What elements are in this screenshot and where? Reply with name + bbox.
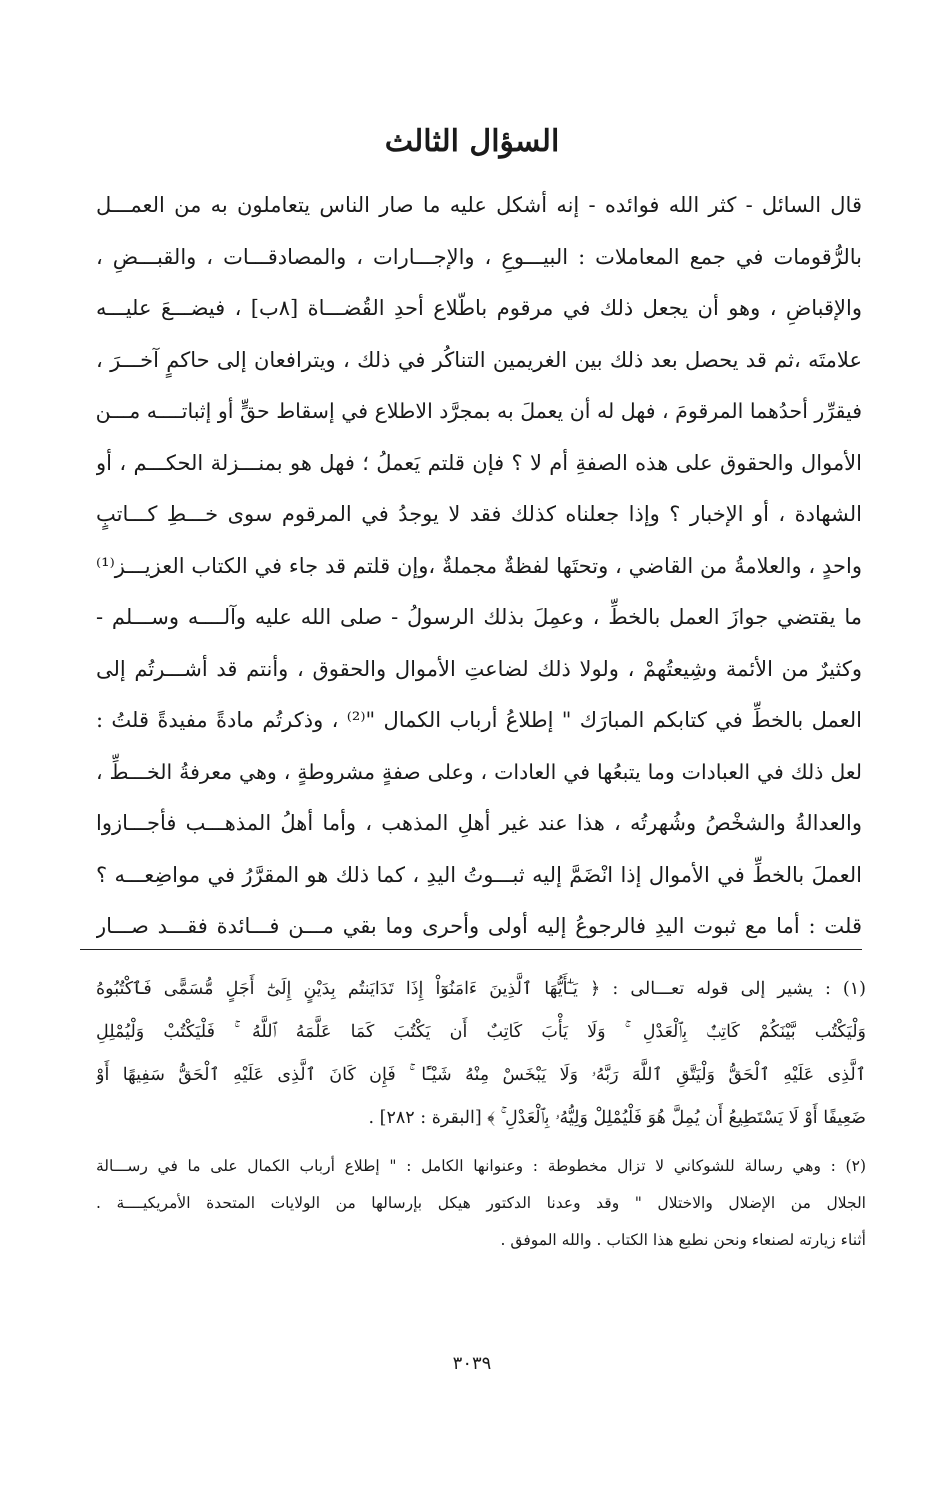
footnote-line: (٢) : وهي رسالة للشوكاني لا تزال مخطوطة : وعنوانها الكامل : " إطلاع أرباب الكمال على ما في رســـالة [96,1157,866,1175]
body-line: فيقرِّر أحدُهما المرقومَ ، فهل له أن يعملَ به بمجرَّد الاطلاع في إسقاط حقٍّ أو إثباتــــه مـــن [96,399,862,423]
body-line: ما يقتضي جوازَ العمل بالخطِّ ، وعمِلَ بذلك الرسولُ - صلى الله عليه وآلــــه وســـلم - [96,605,862,629]
footnote-line: ضَعِيفًا أَوْ لَا يَسْتَطِيعُ أَن يُمِلَّ هُوَ فَلْيُمْلِلْ وَلِيُّهُۥ بِٱلْعَدْلِ ۚ ﴾ [البقرة : ٢٨٢] . [368,1108,866,1128]
body-line: والعدالةُ والشخْصُ وشُهرتُه ، هذا عند غير أهلِ المذهب ، وأما أهلُ المذهـــب فأجـــازوا [96,811,862,835]
footnote-line: أثناء زيارته لصنعاء ونحن نطبع هذا الكتاب . والله الموفق . [500,1231,866,1249]
footnote-1 [96,968,866,1140]
body-line: وكثيرٌ من الأئمة وشِيعتُهمْ ، ولولا ذلك لضاعتِ الأموال والحقوق ، وأنتم قد أشـــرتُم إلى [96,656,862,681]
footnote-line: الجلال من الإضلال والاختلال " وقد وعدنا الدكتور هيكل بإرسالها من الولايات المتحدة الأمريكيــــة . [96,1194,866,1212]
body-line: قال السائل - كثر الله فوائده - إنه أشكل عليه ما صار الناس يتعاملون به من العمـــل [96,193,862,217]
footnote-line: وَلْيَكْتُب بَّيْنَكُمْ كَاتِبٌۢ بِٱلْعَدْلِ ۚ وَلَا يَأْبَ كَاتِبٌ أَن يَكْتُبَ كَمَا عَلَّمَهُ ٱللَّهُ ۚ فَلْيَكْتُبْ وَلْيُمْلِلِ [96,1022,866,1042]
body-line: والإقباضِ ، وهو أن يجعل ذلك في مرقوم باطّلاع أحدِ القُضـــاة [٨ب] ، فيضـــعَ عليـــه [96,296,862,320]
body-line: العملَ بالخطِّ في الأموال إذا انْضَمَّ إليه ثبـــوتُ اليدِ ، كما ذلك هو المقرَّرُ في مواضِعـــه ؟ [96,862,862,887]
body-line: العمل بالخطِّ في كتابكم المبارَك " إطلاعُ أرباب الكمال "⁽²⁾ ، وذكرتُم مادةً مفيدةً قلتُ : [96,708,862,732]
page-number: ٣٠٣٩ [452,1353,492,1374]
body-line: الشهادة ، أو الإخبار ؟ وإذا جعلناه كذلك فقد لا يوجدُ في المرقوم سوى خـــطِ كـــاتبٍ [96,502,862,526]
footnote-line: ٱلَّذِى عَلَيْهِ ٱلْحَقُّ وَلْيَتَّقِ ٱللَّهَ رَبَّهُۥ وَلَا يَبْخَسْ مِنْهُ شَيْـًٔا ۚ فَإِن كَانَ ٱلَّذِى عَلَيْهِ ٱلْحَقُّ سَفِيهًا أَوْ [96,1065,866,1085]
body-line: واحدٍ ، والعلامةُ من القاضي ، وتحتَها لفظةٌ مجملةٌ ،وإن قلتم قد جاء في الكتاب العزيـــز⁽¹⁾ [96,553,862,578]
footnote-separator [80,949,862,950]
body-line: لعل ذلك في العبادات وما يتبعُها في العادات ، وعلى صفةٍ مشروطةٍ ، وهي معرفةُ الخـــطِّ ، [96,759,862,784]
page-title: السؤال الثالث [384,124,560,159]
body-line: بالرُّقومات في جمع المعاملات : البيـــوعِ ، والإجـــارات ، والمصادقـــات ، والقبـــضِ ، [96,244,862,269]
footnote-line: (١) : يشير إلى قوله تعـــالى : ﴿ يَـٰٓأَيُّهَا ٱلَّذِينَ ءَامَنُوٓاْ إِذَا تَدَايَنتُم بِدَيْنٍ إِلَىٰٓ أَجَلٍ مُّسَمًّى فَٱكْتُبُوهُ [96,979,866,999]
footnotes [96,968,866,1259]
footnote-2 [96,1148,866,1259]
body-text [96,180,862,953]
body-line: قلت : أما مع ثبوت اليدِ فالرجوعُ إليه أولى وأحرى وما بقي مـــن فـــائدة فقـــد صـــار [96,914,862,938]
body-line: علامتَه ،ثم قد يحصل بعد ذلك بين الغريمين التناكُر في ذلك ، ويترافعان إلى حاكمٍ آخـــرَ ، [96,347,862,372]
body-line: الأموال والحقوق على هذه الصفةِ أم لا ؟ فإن قلتم يَعملُ ؛ فهل هو بمنـــزلة الحكـــم ، أو [96,450,862,475]
